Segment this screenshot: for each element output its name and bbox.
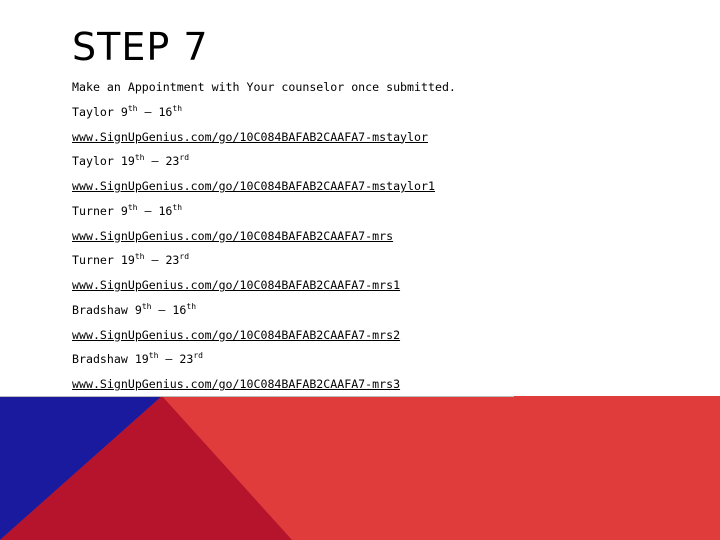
- signup-link[interactable]: www.SignUpGenius.com/go/10C084BAFAB2CAAFA7-mrs1: [72, 278, 401, 292]
- signup-link[interactable]: www.SignUpGenius.com/go/10C084BAFAB2CAAFA7-mstaylor1: [72, 179, 435, 193]
- counselor-schedule: Bradshaw 19th – 23rd: [72, 351, 203, 367]
- slide-title: STEP 7: [72, 25, 209, 69]
- counselor-schedule: Taylor 9th – 16th: [72, 103, 183, 119]
- intro-text: Make an Appointment with Your counselor once submitted.: [72, 80, 456, 94]
- decorative-color-band: [0, 396, 720, 540]
- signup-link[interactable]: www.SignUpGenius.com/go/10C084BAFAB2CAAFA7-mrs3: [72, 377, 401, 391]
- counselor-schedule: Bradshaw 9th – 16th: [72, 301, 197, 317]
- signup-link[interactable]: www.SignUpGenius.com/go/10C084BAFAB2CAAFA7-mrs2: [72, 327, 401, 342]
- content-list: [72, 79, 692, 401]
- counselor-schedule: Taylor 19th – 23rd: [72, 153, 190, 169]
- signup-link[interactable]: www.SignUpGenius.com/go/10C084BAFAB2CAAFA7-mstaylor: [72, 129, 428, 144]
- signup-link[interactable]: www.SignUpGenius.com/go/10C084BAFAB2CAAFA7-mrs: [72, 228, 394, 243]
- counselor-schedule: Turner 19th – 23rd: [72, 252, 190, 268]
- counselor-schedule: Turner 9th – 16th: [72, 202, 183, 218]
